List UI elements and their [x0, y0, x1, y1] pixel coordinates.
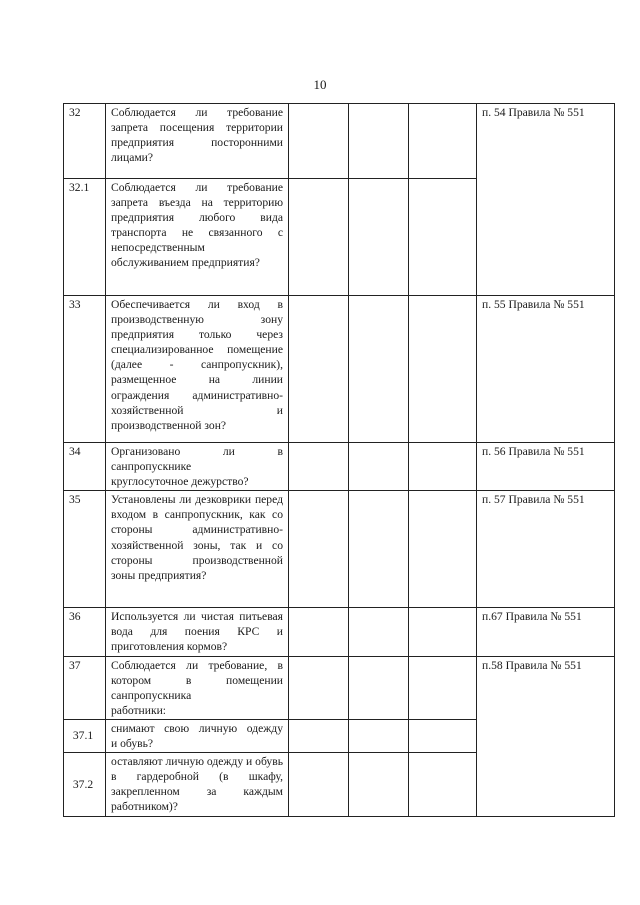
answer-cell [349, 443, 409, 491]
answer-cell [349, 719, 409, 752]
answer-cell [409, 443, 477, 491]
table-row [64, 608, 615, 656]
question-cell [106, 753, 289, 816]
page-number: 10 [313, 77, 327, 92]
question-cell [106, 608, 289, 656]
answer-cell [289, 104, 349, 179]
answer-cell [409, 753, 477, 816]
question-text: Организовано ли в санпропускнике [111, 445, 283, 474]
reference-cell: п. 56 Правила № 551 [477, 443, 615, 491]
row-number: 37.1 [64, 719, 106, 752]
question-cell [106, 443, 289, 491]
table-row [64, 104, 615, 179]
question-text-end: приготовления кормов? [111, 640, 228, 654]
question-text-end: круглосуточное дежурство? [111, 475, 249, 489]
question-cell [106, 491, 289, 608]
reference-cell: п. 54 Правила № 551 [477, 104, 615, 296]
table-row [64, 296, 615, 443]
answer-cell [289, 179, 349, 296]
reference-cell: п. 57 Правила № 551 [477, 491, 615, 608]
answer-cell [349, 656, 409, 719]
question-cell [106, 104, 289, 179]
table-row [64, 491, 615, 608]
table-row [64, 443, 615, 491]
answer-cell [349, 104, 409, 179]
question-text-end: работником)? [111, 800, 178, 814]
row-number: 37 [64, 656, 106, 719]
answer-cell [349, 608, 409, 656]
question-text-end: лицами? [111, 151, 154, 165]
question-cell [106, 179, 289, 296]
answer-cell [289, 719, 349, 752]
answer-cell [409, 719, 477, 752]
answer-cell [289, 491, 349, 608]
question-text: Соблюдается ли требование запрета посещения территории предприятия посторонними [111, 106, 283, 150]
answer-cell [409, 491, 477, 608]
question-text-end: производственной зон? [111, 418, 227, 432]
answer-cell [349, 179, 409, 296]
row-number: 32.1 [64, 179, 106, 296]
answer-cell [289, 608, 349, 656]
row-number: 33 [64, 296, 106, 443]
question-text-end: обслуживанием предприятия? [111, 256, 260, 270]
question-text: Соблюдается ли требование запрета въезда на территорию предприятия любого вида транспорта не связанного с непосредственным [111, 181, 283, 255]
question-text: оставляют личную одежду и обувь в гардеробной (в шкафу, закрепленном за каждым [111, 755, 283, 799]
row-number: 34 [64, 443, 106, 491]
row-number: 37.2 [64, 753, 106, 816]
reference-cell: п. 55 Правила № 551 [477, 296, 615, 443]
reference-cell: п.67 Правила № 551 [477, 608, 615, 656]
table-row [64, 656, 615, 719]
answer-cell [409, 656, 477, 719]
answer-cell [289, 656, 349, 719]
question-text: Установлены ли дезковрики перед входом в санпропускник, как со стороны административно-хозяйственной зоны, так и со стороны производственной [111, 493, 283, 567]
row-number: 36 [64, 608, 106, 656]
checklist-table [63, 103, 615, 817]
question-text-end: зоны предприятия? [111, 568, 207, 582]
answer-cell [289, 753, 349, 816]
question-text: снимают свою личную одежду [111, 721, 283, 735]
question-cell [106, 296, 289, 443]
answer-cell [349, 491, 409, 608]
question-cell [106, 719, 289, 752]
answer-cell [409, 608, 477, 656]
row-number: 35 [64, 491, 106, 608]
answer-cell [289, 443, 349, 491]
question-text: Обеспечивается ли вход в производственную зону предприятия только через специализированное помещение (далее - санпропускник), размещенное на линии ограждения административно-хозяйственной и [111, 298, 283, 417]
question-text-end: работники: [111, 703, 167, 717]
answer-cell [289, 296, 349, 443]
answer-cell [409, 104, 477, 179]
answer-cell [349, 753, 409, 816]
question-text: Соблюдается ли требование, в котором в помещении санпропускника [111, 658, 283, 702]
answer-cell [349, 296, 409, 443]
question-text-end: и обувь? [111, 737, 154, 751]
answer-cell [409, 179, 477, 296]
row-number: 32 [64, 104, 106, 179]
question-text: Используется ли чистая питьевая вода для поения КРС и [111, 610, 283, 639]
question-cell [106, 656, 289, 719]
reference-cell: п.58 Правила № 551 [477, 656, 615, 816]
answer-cell [409, 296, 477, 443]
